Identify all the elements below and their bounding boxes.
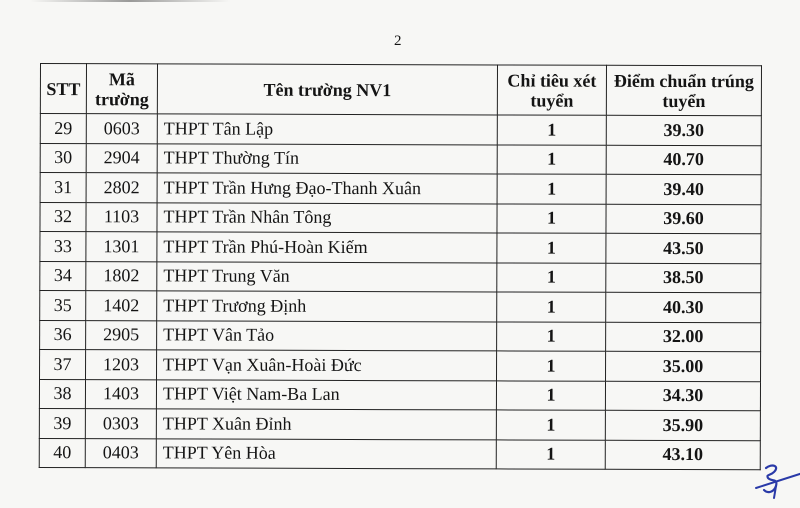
- cell-school-name: THPT Việt Nam-Ba Lan: [156, 379, 496, 410]
- cell-school-name: THPT Trần Hưng Đạo-Thanh Xuân: [157, 173, 497, 204]
- cell-school-name: THPT Trương Định: [157, 291, 497, 322]
- cell-school-code: 2802: [86, 173, 157, 203]
- page-number: 2: [394, 33, 402, 49]
- cell-school-name: THPT Xuân Đỉnh: [156, 409, 496, 440]
- cell-cutoff-score: 39.30: [606, 115, 761, 145]
- cell-school-code: 1402: [86, 291, 157, 321]
- cell-stt: 34: [40, 261, 86, 291]
- table-row: [40, 143, 761, 175]
- cell-stt: 33: [40, 232, 86, 262]
- header-cutoff-score-line2: tuyển: [662, 90, 706, 111]
- cell-stt: 39: [39, 408, 85, 438]
- cell-school-name: THPT Tân Lập: [157, 114, 497, 145]
- admission-scores-table: [39, 63, 762, 470]
- table-row: [40, 291, 761, 323]
- cell-stt: 29: [40, 114, 86, 144]
- cell-cutoff-score: 34.30: [605, 381, 760, 411]
- header-quota: [497, 65, 606, 115]
- cell-school-code: 0303: [85, 409, 156, 439]
- cell-school-name: THPT Vân Tảo: [157, 320, 497, 351]
- table-row: [39, 408, 760, 440]
- cell-cutoff-score: 35.90: [605, 410, 760, 440]
- table-row: [40, 232, 761, 264]
- cell-school-name: THPT Trần Phú-Hoàn Kiếm: [157, 232, 497, 263]
- cell-school-code: 1403: [85, 379, 156, 409]
- table-row: [40, 350, 761, 382]
- table-row: [39, 438, 760, 470]
- cell-quota: 1: [497, 115, 606, 145]
- cell-stt: 40: [39, 438, 85, 468]
- cell-stt: 36: [40, 320, 86, 350]
- header-school-name: Tên trường NV1: [157, 64, 497, 115]
- table-row: [39, 379, 760, 411]
- cell-quota: 1: [497, 174, 606, 204]
- cell-cutoff-score: 38.50: [606, 263, 761, 293]
- cell-quota: 1: [497, 144, 606, 174]
- cell-school-name: THPT Trung Văn: [157, 261, 497, 292]
- cell-school-code: 1301: [86, 232, 157, 262]
- cell-quota: 1: [496, 439, 605, 469]
- header-school-code: [86, 64, 157, 114]
- cell-quota: 1: [496, 380, 605, 410]
- cell-quota: 1: [497, 321, 606, 351]
- header-cutoff-score: [606, 65, 761, 115]
- cell-stt: 30: [40, 143, 86, 173]
- cell-cutoff-score: 39.40: [606, 174, 761, 204]
- cell-stt: 35: [40, 291, 86, 321]
- cell-quota: 1: [497, 233, 606, 263]
- cell-stt: 38: [39, 379, 85, 409]
- cell-school-code: 1203: [86, 350, 157, 380]
- cell-school-code: 0403: [85, 438, 156, 468]
- header-stt: STT: [40, 64, 86, 114]
- table-row: [40, 261, 761, 293]
- header-cutoff-score-line1: Điểm chuẩn trúng: [613, 70, 754, 91]
- cell-quota: 1: [497, 351, 606, 381]
- cell-school-code: 1103: [86, 202, 157, 232]
- cell-school-code: 2905: [86, 320, 157, 350]
- table-row: [40, 320, 761, 352]
- cell-school-code: 2904: [86, 143, 157, 173]
- cell-cutoff-score: 40.70: [606, 145, 761, 175]
- cell-school-name: THPT Yên Hòa: [156, 438, 496, 469]
- scan-edge-shadow: [30, 0, 230, 2]
- cell-cutoff-score: 40.30: [606, 292, 761, 322]
- cell-cutoff-score: 35.00: [606, 351, 761, 381]
- cell-school-name: THPT Vạn Xuân-Hoài Đức: [157, 350, 497, 381]
- cell-cutoff-score: 43.50: [606, 233, 761, 263]
- cell-cutoff-score: 32.00: [606, 322, 761, 352]
- table-row: [40, 173, 761, 205]
- table-row: [40, 114, 761, 146]
- header-school-code-line2: trường: [94, 88, 149, 109]
- header-school-code-line1: Mã: [108, 68, 135, 89]
- cell-stt: 37: [40, 350, 86, 380]
- cell-quota: 1: [497, 292, 606, 322]
- cell-stt: 31: [40, 173, 86, 203]
- header-quota-line1: Chỉ tiêu xét: [507, 69, 597, 91]
- table-header-row: [40, 64, 761, 116]
- cell-cutoff-score: 43.10: [605, 440, 760, 470]
- cell-cutoff-score: 39.60: [606, 204, 761, 234]
- cell-school-name: THPT Thường Tín: [157, 143, 497, 174]
- cell-quota: 1: [497, 203, 606, 233]
- cell-quota: 1: [497, 262, 606, 292]
- table-row: [40, 202, 761, 234]
- cell-quota: 1: [496, 410, 605, 440]
- cell-school-name: THPT Trần Nhân Tông: [157, 202, 497, 233]
- cell-stt: 32: [40, 202, 86, 232]
- cell-school-code: 0603: [86, 114, 157, 144]
- header-quota-line2: tuyển: [530, 90, 574, 111]
- cell-school-code: 1802: [86, 261, 157, 291]
- signature-initial-mark: [752, 460, 800, 500]
